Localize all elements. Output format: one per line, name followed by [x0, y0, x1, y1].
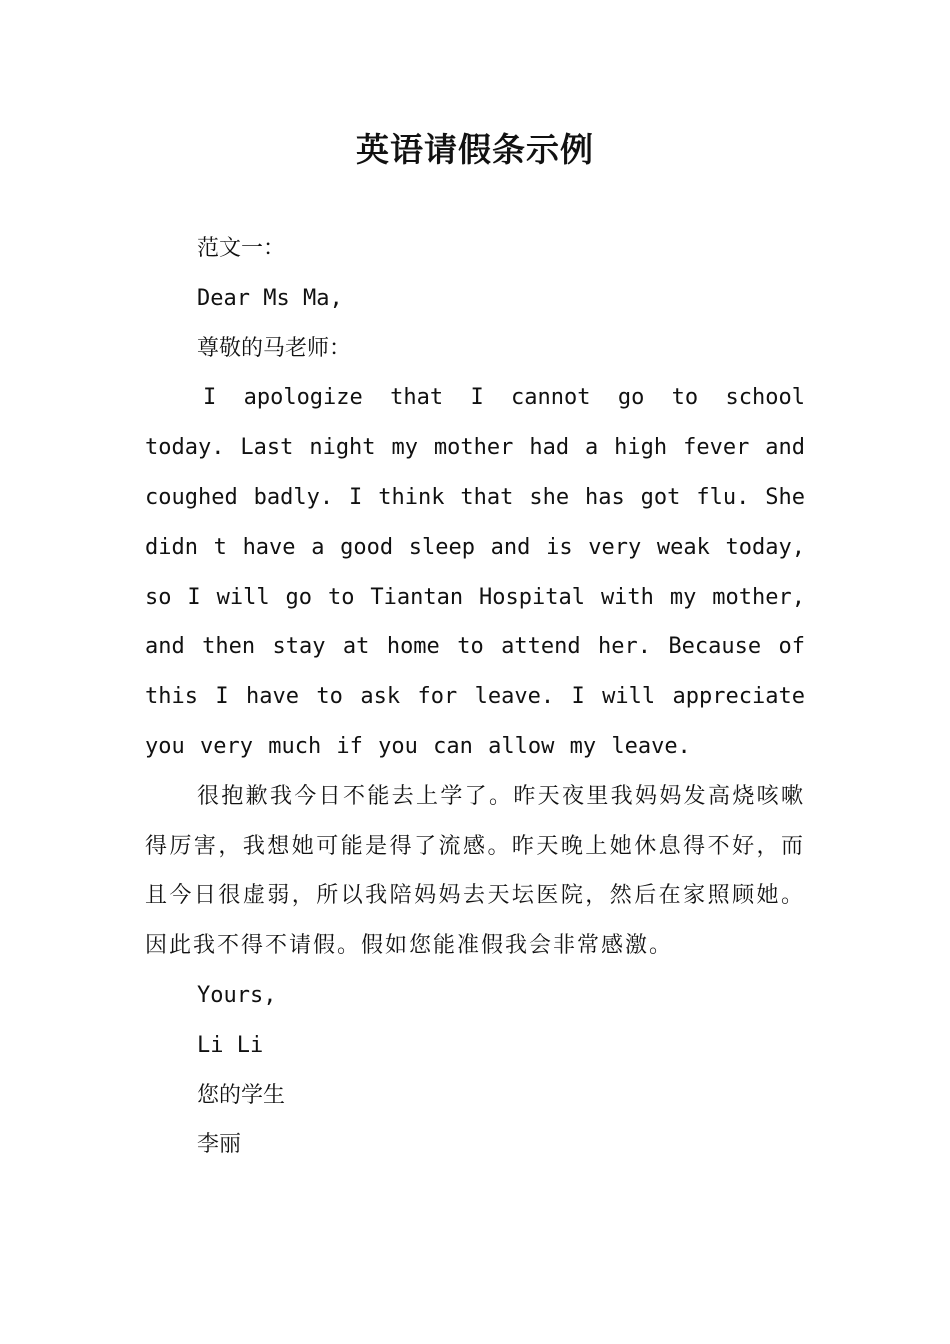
closing-english: Yours,: [197, 982, 277, 1008]
closing-chinese: 您的学生: [197, 1082, 286, 1108]
greeting-chinese: 尊敬的马老师：: [197, 335, 352, 361]
signature-chinese: 李丽: [197, 1132, 242, 1158]
body-english-paragraph: I apologize that I cannot go to school today. Last night my mother had a high fever and coughed badly. I think that she has got flu. She didn t have a good sleep and is very weak today, so I will go to Tiantan Hospital with my mother, and then stay at home to attend her. Because of this I have to ask for leave. I will appreciate you very much if you can allow my leave.: [145, 385, 805, 759]
section-label: 范文一：: [197, 236, 286, 261]
letter-body: [145, 224, 805, 1170]
document-title: 英语请假条示例: [356, 130, 594, 169]
signature-english: Li Li: [197, 1032, 264, 1058]
body-chinese-paragraph: 很抱歉我今日不能去上学了。昨天夜里我妈妈发高烧咳嗽得厉害，我想她可能是得了流感。昨天晚上她休息得不好，而且今日很虚弱，所以我陪妈妈去天坛医院，然后在家照顾她。因此我不得不请假。假如您能准假我会非常感激。: [145, 783, 805, 959]
greeting-english: Dear Ms Ma,: [197, 285, 343, 311]
